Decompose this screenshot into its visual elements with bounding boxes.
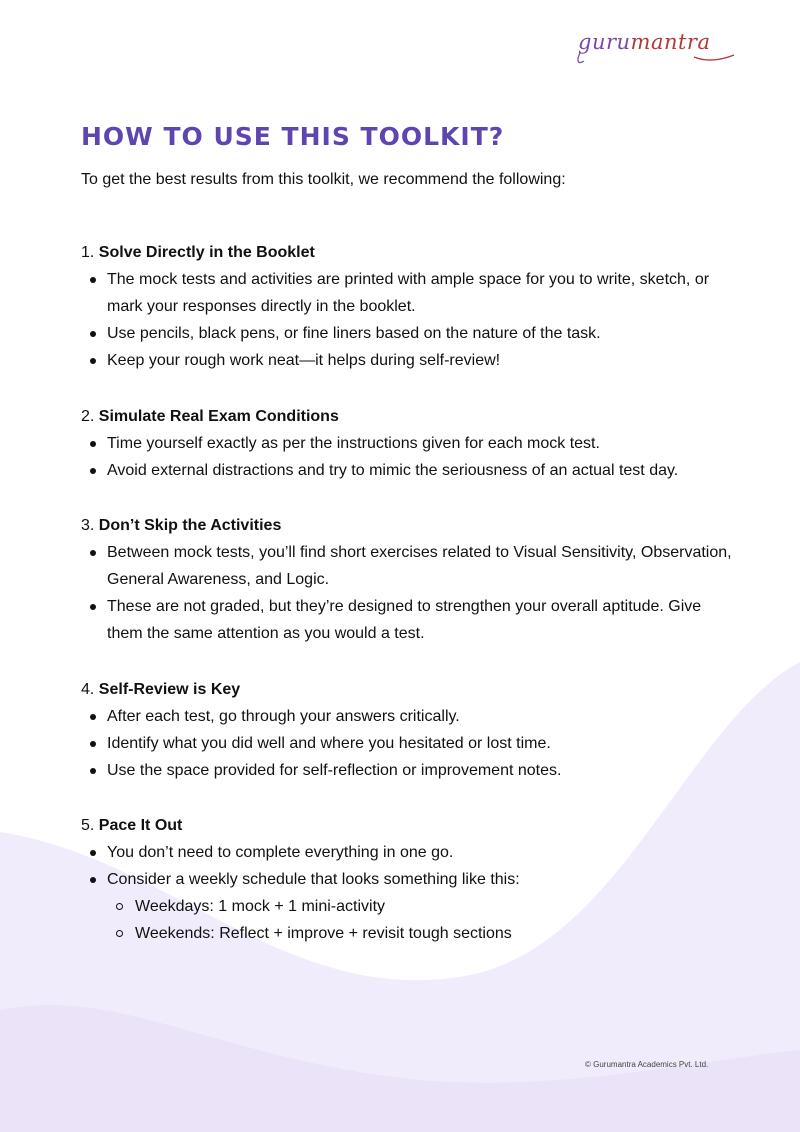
list-item: You don’t need to complete everything in one go. — [81, 839, 741, 866]
section-heading: Self-Review is Key — [98, 681, 241, 698]
logo-text-guru: guru — [578, 30, 631, 54]
section-heading: Don’t Skip the Activities — [98, 517, 282, 534]
list-item: Use the space provided for self-reflection or improvement notes. — [81, 757, 741, 784]
gurumantra-logo — [578, 30, 711, 54]
section-1 — [81, 239, 741, 374]
section-number: 4. — [81, 681, 95, 698]
sub-list-item: Weekdays: 1 mock + 1 mini-activity — [81, 893, 741, 920]
section-number: 1. — [81, 244, 95, 261]
list-item: Use pencils, black pens, or fine liners based on the nature of the task. — [81, 320, 741, 347]
list-item: Avoid external distractions and try to mimic the seriousness of an actual test day. — [81, 457, 741, 484]
list-item: Keep your rough work neat—it helps during self-review! — [81, 347, 741, 374]
intro-text: To get the best results from this toolkit, we recommend the following: — [81, 171, 566, 188]
section-number: 2. — [81, 408, 95, 425]
section-title — [81, 512, 741, 539]
section-heading: Pace It Out — [98, 817, 183, 834]
section-number: 5. — [81, 817, 95, 834]
section-4 — [81, 676, 741, 784]
list-item: These are not graded, but they’re designed to strengthen your overall aptitude. Give them the same attention as you would a test. — [81, 593, 741, 647]
section-title — [81, 812, 741, 839]
logo-text-mantra: mantra — [630, 30, 711, 54]
section-heading: Simulate Real Exam Conditions — [98, 408, 339, 425]
list-item: Consider a weekly schedule that looks something like this: — [81, 866, 741, 893]
sub-list-item: Weekends: Reflect + improve + revisit tough sections — [81, 920, 741, 947]
section-3 — [81, 512, 741, 647]
section-heading: Solve Directly in the Booklet — [98, 244, 315, 261]
list-item: After each test, go through your answers critically. — [81, 703, 741, 730]
section-title — [81, 239, 741, 266]
section-2 — [81, 403, 741, 484]
section-title — [81, 403, 741, 430]
list-item: Identify what you did well and where you hesitated or lost time. — [81, 730, 741, 757]
page-title: HOW TO USE THIS TOOLKIT? — [81, 122, 505, 151]
logo-swoosh-icon — [574, 51, 744, 65]
list-item: The mock tests and activities are printed with ample space for you to write, sketch, or mark your responses directly in the booklet. — [81, 266, 741, 320]
list-item: Time yourself exactly as per the instructions given for each mock test. — [81, 430, 741, 457]
copyright-footer: © Gurumantra Academics Pvt. Ltd. — [585, 1060, 709, 1069]
section-5 — [81, 812, 741, 947]
list-item: Between mock tests, you’ll find short exercises related to Visual Sensitivity, Observation, General Awareness, and Logic. — [81, 539, 741, 593]
section-number: 3. — [81, 517, 95, 534]
section-title — [81, 676, 741, 703]
